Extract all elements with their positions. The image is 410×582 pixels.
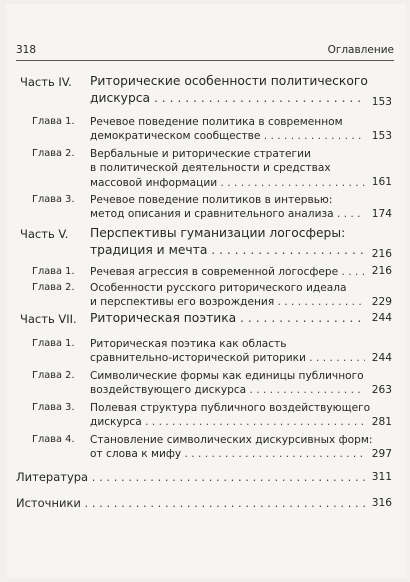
- page-ref: 244: [369, 312, 392, 324]
- chapter-title-line: Полевая структура публичного воздействующего: [90, 402, 371, 414]
- book-page: [6, 4, 406, 578]
- page-ref: 229: [369, 296, 392, 308]
- chapter-title-line: Речевое поведение политика в современном: [90, 116, 343, 128]
- running-title: Оглавление: [327, 44, 394, 56]
- page-ref: 297: [369, 448, 392, 460]
- part-label: Часть V.: [20, 227, 69, 241]
- part-title: [90, 310, 365, 327]
- chapter-label: Глава 1.: [32, 116, 75, 127]
- page-ref: 153: [369, 130, 392, 142]
- chapter-title-line: Речевое поведение политиков в интервью:: [90, 194, 333, 206]
- chapter-title: [90, 369, 365, 398]
- chapter-title-line: демократическом сообществе . . .: [90, 129, 365, 143]
- chapter-label: Глава 3.: [32, 402, 75, 413]
- part-title-line: Риторические особенности политического: [90, 74, 368, 88]
- page-ref: 244: [369, 352, 392, 364]
- chapter-title-line: массовой информации . . .: [90, 176, 365, 190]
- chapter-title-line: Символические формы как единицы публичного: [90, 370, 364, 382]
- part-title: [90, 73, 368, 107]
- chapter-title: [90, 337, 365, 366]
- part-title: [90, 225, 365, 259]
- chapter-title: [90, 401, 371, 430]
- chapter-title-line: Вербальные и риторические стратегии: [90, 148, 311, 160]
- chapter-title-line: в политической деятельности и средствах: [90, 162, 331, 175]
- literature-label: Литература . . .: [16, 470, 366, 484]
- page-ref: 311: [369, 471, 392, 483]
- page-number: 318: [16, 44, 37, 56]
- page-ref: 316: [369, 497, 392, 509]
- sources-label: Источники . . .: [16, 496, 366, 510]
- page-ref: 216: [369, 248, 392, 260]
- part-title-line: Риторическая поэтика . . .: [90, 310, 365, 327]
- chapter-label: Глава 1.: [32, 266, 75, 277]
- part-title-line: дискурса . . .: [90, 90, 365, 107]
- table-of-contents: [6, 4, 406, 578]
- chapter-label: Глава 2.: [32, 148, 75, 159]
- chapter-label: Глава 3.: [32, 194, 75, 205]
- chapter-title: [90, 265, 365, 279]
- chapter-label: Глава 2.: [32, 282, 75, 293]
- part-label: Часть VII.: [20, 312, 77, 326]
- chapter-title: [90, 193, 365, 222]
- chapter-title-line: Риторическая поэтика как область: [90, 338, 287, 350]
- page-ref: 281: [369, 416, 392, 428]
- chapter-title: [90, 147, 365, 190]
- chapter-title-line: Становление символических дискурсивных форм:: [90, 434, 373, 446]
- chapter-title-line: и перспективы его возрождения . . .: [90, 295, 365, 309]
- part-label: Часть IV.: [20, 75, 72, 89]
- chapter-title-line: воздействующего дискурса . . .: [90, 383, 365, 397]
- page-ref: 216: [369, 265, 392, 277]
- chapter-title: [90, 115, 365, 144]
- page-ref: 263: [369, 384, 392, 396]
- chapter-label: Глава 4.: [32, 434, 75, 445]
- chapter-title: [90, 281, 365, 310]
- part-title-line: Перспективы гуманизации логосферы:: [90, 226, 346, 240]
- part-title-line: традиция и мечта . . .: [90, 242, 365, 259]
- chapter-title-line: Особенности русского риторического идеала: [90, 282, 347, 294]
- chapter-label: Глава 2.: [32, 370, 75, 381]
- chapter-title-line: дискурса . . .: [90, 415, 365, 429]
- chapter-title-line: сравнительно-исторической риторики . . .: [90, 351, 365, 365]
- chapter-title: [90, 433, 373, 462]
- chapter-title-line: Речевая агрессия в современной логосфере . . .: [90, 265, 365, 279]
- chapter-title-line: метод описания и сравнительного анализа . . .: [90, 207, 365, 221]
- page-ref: 161: [369, 176, 392, 188]
- page-ref: 153: [369, 96, 392, 108]
- page-ref: 174: [369, 208, 392, 220]
- chapter-title-line: от слова к мифу . . .: [90, 447, 365, 461]
- chapter-label: Глава 1.: [32, 338, 75, 349]
